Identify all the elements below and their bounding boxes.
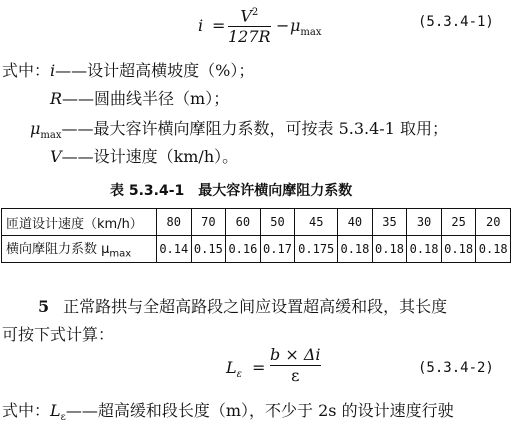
def2-desc-L: ——超高缓和段长度（m），不少于 2s 的设计速度行驶 (65, 401, 454, 420)
table-header-speed: 匝道设计速度（km/h） (2, 209, 157, 236)
table-cell-speed: 25 (441, 209, 476, 236)
def2-line-L (2, 398, 454, 423)
table-cell-coefficient: 0.16 (226, 236, 261, 263)
table-cell-coefficient: 0.14 (157, 236, 192, 263)
def2-prefix: 式中： (2, 401, 51, 420)
def-desc-R: ——圆曲线半径（m）； (62, 89, 230, 108)
table-cell-coefficient: 0.17 (260, 236, 295, 263)
table-cell-coefficient: 0.18 (407, 236, 442, 263)
table-cell-coefficient: 0.18 (372, 236, 407, 263)
def-symbol-mu: μ (30, 119, 41, 138)
table-cell-speed: 60 (226, 209, 261, 236)
formula-mu: $\mu_{max}$ (290, 16, 322, 39)
formula-lhs: i (198, 16, 204, 35)
table-cell-speed: 50 (260, 209, 295, 236)
table-cell-speed: 30 (407, 209, 442, 236)
def-symbol-i: i (50, 61, 56, 80)
friction-coefficient-table (1, 208, 511, 263)
paragraph-5-text-1: 正常路拱与全超高路段之间应设置超高缓和段，其长度 (63, 297, 448, 316)
def-line-mu (30, 116, 448, 141)
paragraph-number: 5 (38, 297, 50, 316)
formula-5-3-4-1 (198, 4, 378, 46)
formula-5-3-4-2 (226, 346, 346, 388)
def-line-i (2, 58, 254, 81)
def-symbol-R: R (50, 89, 63, 108)
paragraph-5-line-1 (38, 294, 447, 317)
def-desc-V: ——设计速度（km/h）。 (61, 147, 239, 166)
def-desc-i: ——设计超高横坡度（%）； (55, 61, 255, 80)
def2-symbol-L-sub: ε (60, 412, 66, 423)
formula2-lhs: $L_\varepsilon$ (226, 358, 242, 381)
paragraph-5-line-2: 可按下式计算： (2, 325, 115, 344)
table-header-coefficient: 横向摩阻力系数 $\mu_{max}$ (2, 236, 157, 263)
def-symbol-mu-sub: max (40, 130, 62, 142)
equation-number-1: (5.3.4-1) (418, 14, 494, 30)
formula2-fraction (270, 346, 321, 385)
table-cell-speed: 80 (157, 209, 192, 236)
formula2-equals: = (252, 358, 266, 377)
table-cell-speed: 35 (372, 209, 407, 236)
numerator-exp: 2 (251, 7, 259, 18)
table-cell-speed: 45 (295, 209, 338, 236)
table-cell-speed: 20 (476, 209, 511, 236)
table-cell-coefficient: 0.18 (441, 236, 476, 263)
table-row-speed (2, 209, 511, 236)
def2-symbol-L: L (50, 401, 61, 420)
formula2-denominator: ε (291, 366, 300, 385)
table-cell-coefficient: 0.18 (338, 236, 373, 263)
equation-number-2: (5.3.4-2) (418, 360, 494, 376)
formula-fraction (228, 4, 271, 46)
table-cell-speed: 40 (338, 209, 373, 236)
table-row-coefficient (2, 236, 511, 263)
def-line-R (50, 86, 229, 109)
table-cell-coefficient: 0.175 (295, 236, 338, 263)
table-caption: 表 5.3.4-1 最大容许横向摩阻力系数 (110, 183, 353, 199)
table-cell-speed: 70 (191, 209, 226, 236)
denominator: 127R (228, 27, 271, 47)
formula2-numerator: b × Δi (270, 345, 321, 364)
def-prefix: 式中： (2, 61, 51, 80)
formula-minus: − (276, 16, 290, 35)
formula-equals: = (212, 16, 226, 35)
table-cell-coefficient: 0.18 (476, 236, 511, 263)
numerator-var: V (240, 6, 252, 26)
table-cell-coefficient: 0.15 (191, 236, 226, 263)
def-line-V (50, 144, 238, 167)
def-symbol-V: V (50, 147, 62, 166)
def-desc-mu: ——最大容许横向摩阻力系数，可按表 5.3.4-1 取用； (61, 119, 448, 138)
